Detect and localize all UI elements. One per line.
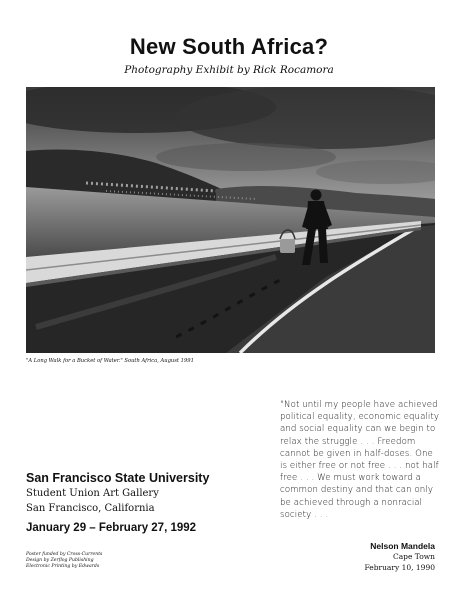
exhibit-photograph (26, 87, 435, 353)
credit-funding: Poster funded by Cross-Currents (26, 552, 103, 557)
mandela-quote: "Not until my people have achieved political equality, economic equality and social equality can we begin to relax the struggle . . . Freedom cannot be given in half-doses. One is either free or not free . . . not half free . . . We must work toward a common destiny and that can only be achieved through a nonracial society . . . (280, 400, 440, 520)
venue-city: San Francisco, California (26, 503, 155, 514)
credits (26, 552, 166, 570)
photograph-road-man-carrying-bucket-icon (26, 87, 435, 353)
photo-caption: "A Long Walk for a Bucket of Water." South Africa, August 1991 (26, 358, 194, 364)
venue-gallery: Student Union Art Gallery (26, 488, 159, 499)
credit-printing: Electronic Printing by Edwards (26, 564, 100, 569)
page-subtitle: Photography Exhibit by Rick Rocamora (124, 64, 334, 76)
credit-design: Design by Zerflog Publishing (26, 558, 94, 563)
venue-name: San Francisco State University (26, 471, 210, 485)
quote-date: February 10, 1990 (364, 563, 435, 572)
quote-place: Cape Town (392, 552, 435, 561)
quote-author: Nelson Mandela (370, 541, 435, 551)
page-title: New South Africa? (129, 34, 329, 59)
exhibit-dates: January 29 – February 27, 1992 (26, 522, 197, 534)
